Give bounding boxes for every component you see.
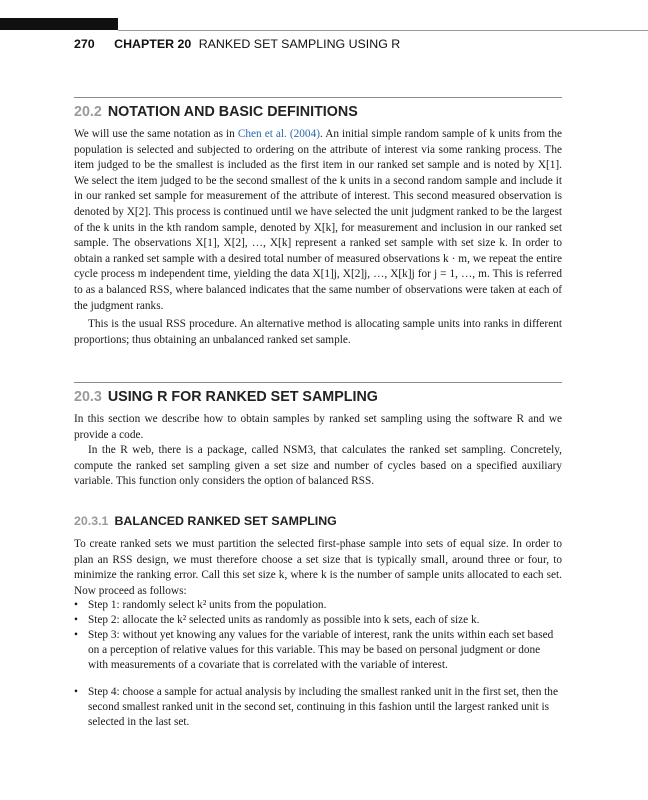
body-paragraph: We will use the same notation as in Chen et al. (2004). An initial simple random sample of k units from the population is selected and subjected to ordering on the attribute of interest via some ranking process. The item judged to be the smallest is included as the first item in our ranked set sample and is noted by X[1]. We select the item judged to be the second smallest of the k units in a second random sample and include it in our ranked set sample for measurement of the attribute of interest. This second measured observation is denoted by X[2]. This process is continued until we have selected the unit judgment ranked to be the largest of the k units in the kth random sample, denoted by X[k], for measurement and inclusion in our ranked set sample. The observations X[1], X[2], …, X[k] represent a ranked set sample with set size k. In order to obtain a ranked set sample with a desired total number of measured observations k · m, we repeat the entire cycle process m independent time, yielding the data X[1]j, X[2]j, …, X[k]j for j = 1, …, m. This is referred to as a balanced RSS, where balanced indicates that the same number of observations were taken at each of the judgment ranks. <box>74 128 563 312</box>
chapter-label: CHAPTER 20 <box>114 37 192 51</box>
body-paragraph: This is the usual RSS procedure. An alternative method is allocating sample units into ranks in different proportions; thus obtaining an unbalanced ranked set sample. <box>74 318 562 346</box>
citation-link[interactable]: Chen et al. (2004) <box>237 128 320 140</box>
chapter-title: RANKED SET SAMPLING USING R <box>198 37 401 51</box>
subsection-heading: 20.3.1 BALANCED RANKED SET SAMPLING <box>74 514 337 528</box>
list-item: • Step 1: randomly select k² units from the population. <box>74 599 327 611</box>
header-bar <box>0 18 118 30</box>
section-rule <box>74 382 562 383</box>
list-item: • Step 2: allocate the k² selected units as randomly as possible into k sets, each of size k. <box>74 614 480 626</box>
section-heading: 20.2 NOTATION AND BASIC DEFINITIONS <box>74 104 358 120</box>
step-list <box>74 598 562 613</box>
step-list <box>74 613 562 628</box>
list-item: • Step 3: without yet knowing any values for the variable of interest, rank the units within each set based on a perception of relative values for this variable. This may be based on personal judgment or done with measurements of a covariate that is correlated with the variable of interest. <box>74 629 554 672</box>
section-rule <box>74 97 562 98</box>
step-list <box>74 628 562 674</box>
section-heading: 20.3 USING R FOR RANKED SET SAMPLING <box>74 389 378 405</box>
body-paragraph: In this section we describe how to obtain samples by ranked set sampling using the software R and we provide a code. <box>74 413 562 441</box>
running-head <box>74 37 400 53</box>
body-paragraph: To create ranked sets we must partition the selected first-phase sample into sets of equal size. In order to plan an RSS design, we must therefore choose a set size that is typically small, around three or four, to minimize the ranking error. Call this set size k, where k is the number of sample units allocated to each set. Now proceed as follows: <box>74 538 562 597</box>
page-number: 270 <box>74 37 95 51</box>
body-paragraph: In the R web, there is a package, called NSM3, that calculates the ranked set sampling. Concretely, compute the ranked set sampling given a set size and number of cycles based on a specified auxiliary variable. This function only considers the option of balanced RSS. <box>74 444 562 488</box>
list-item: • Step 4: choose a sample for actual analysis by including the smallest ranked unit in the first set, then the second smallest ranked unit in the second set, continuing in this fashion until the largest ranked unit is selected in the last set. <box>74 686 558 729</box>
step-list <box>74 685 562 731</box>
header-rule <box>118 30 648 31</box>
